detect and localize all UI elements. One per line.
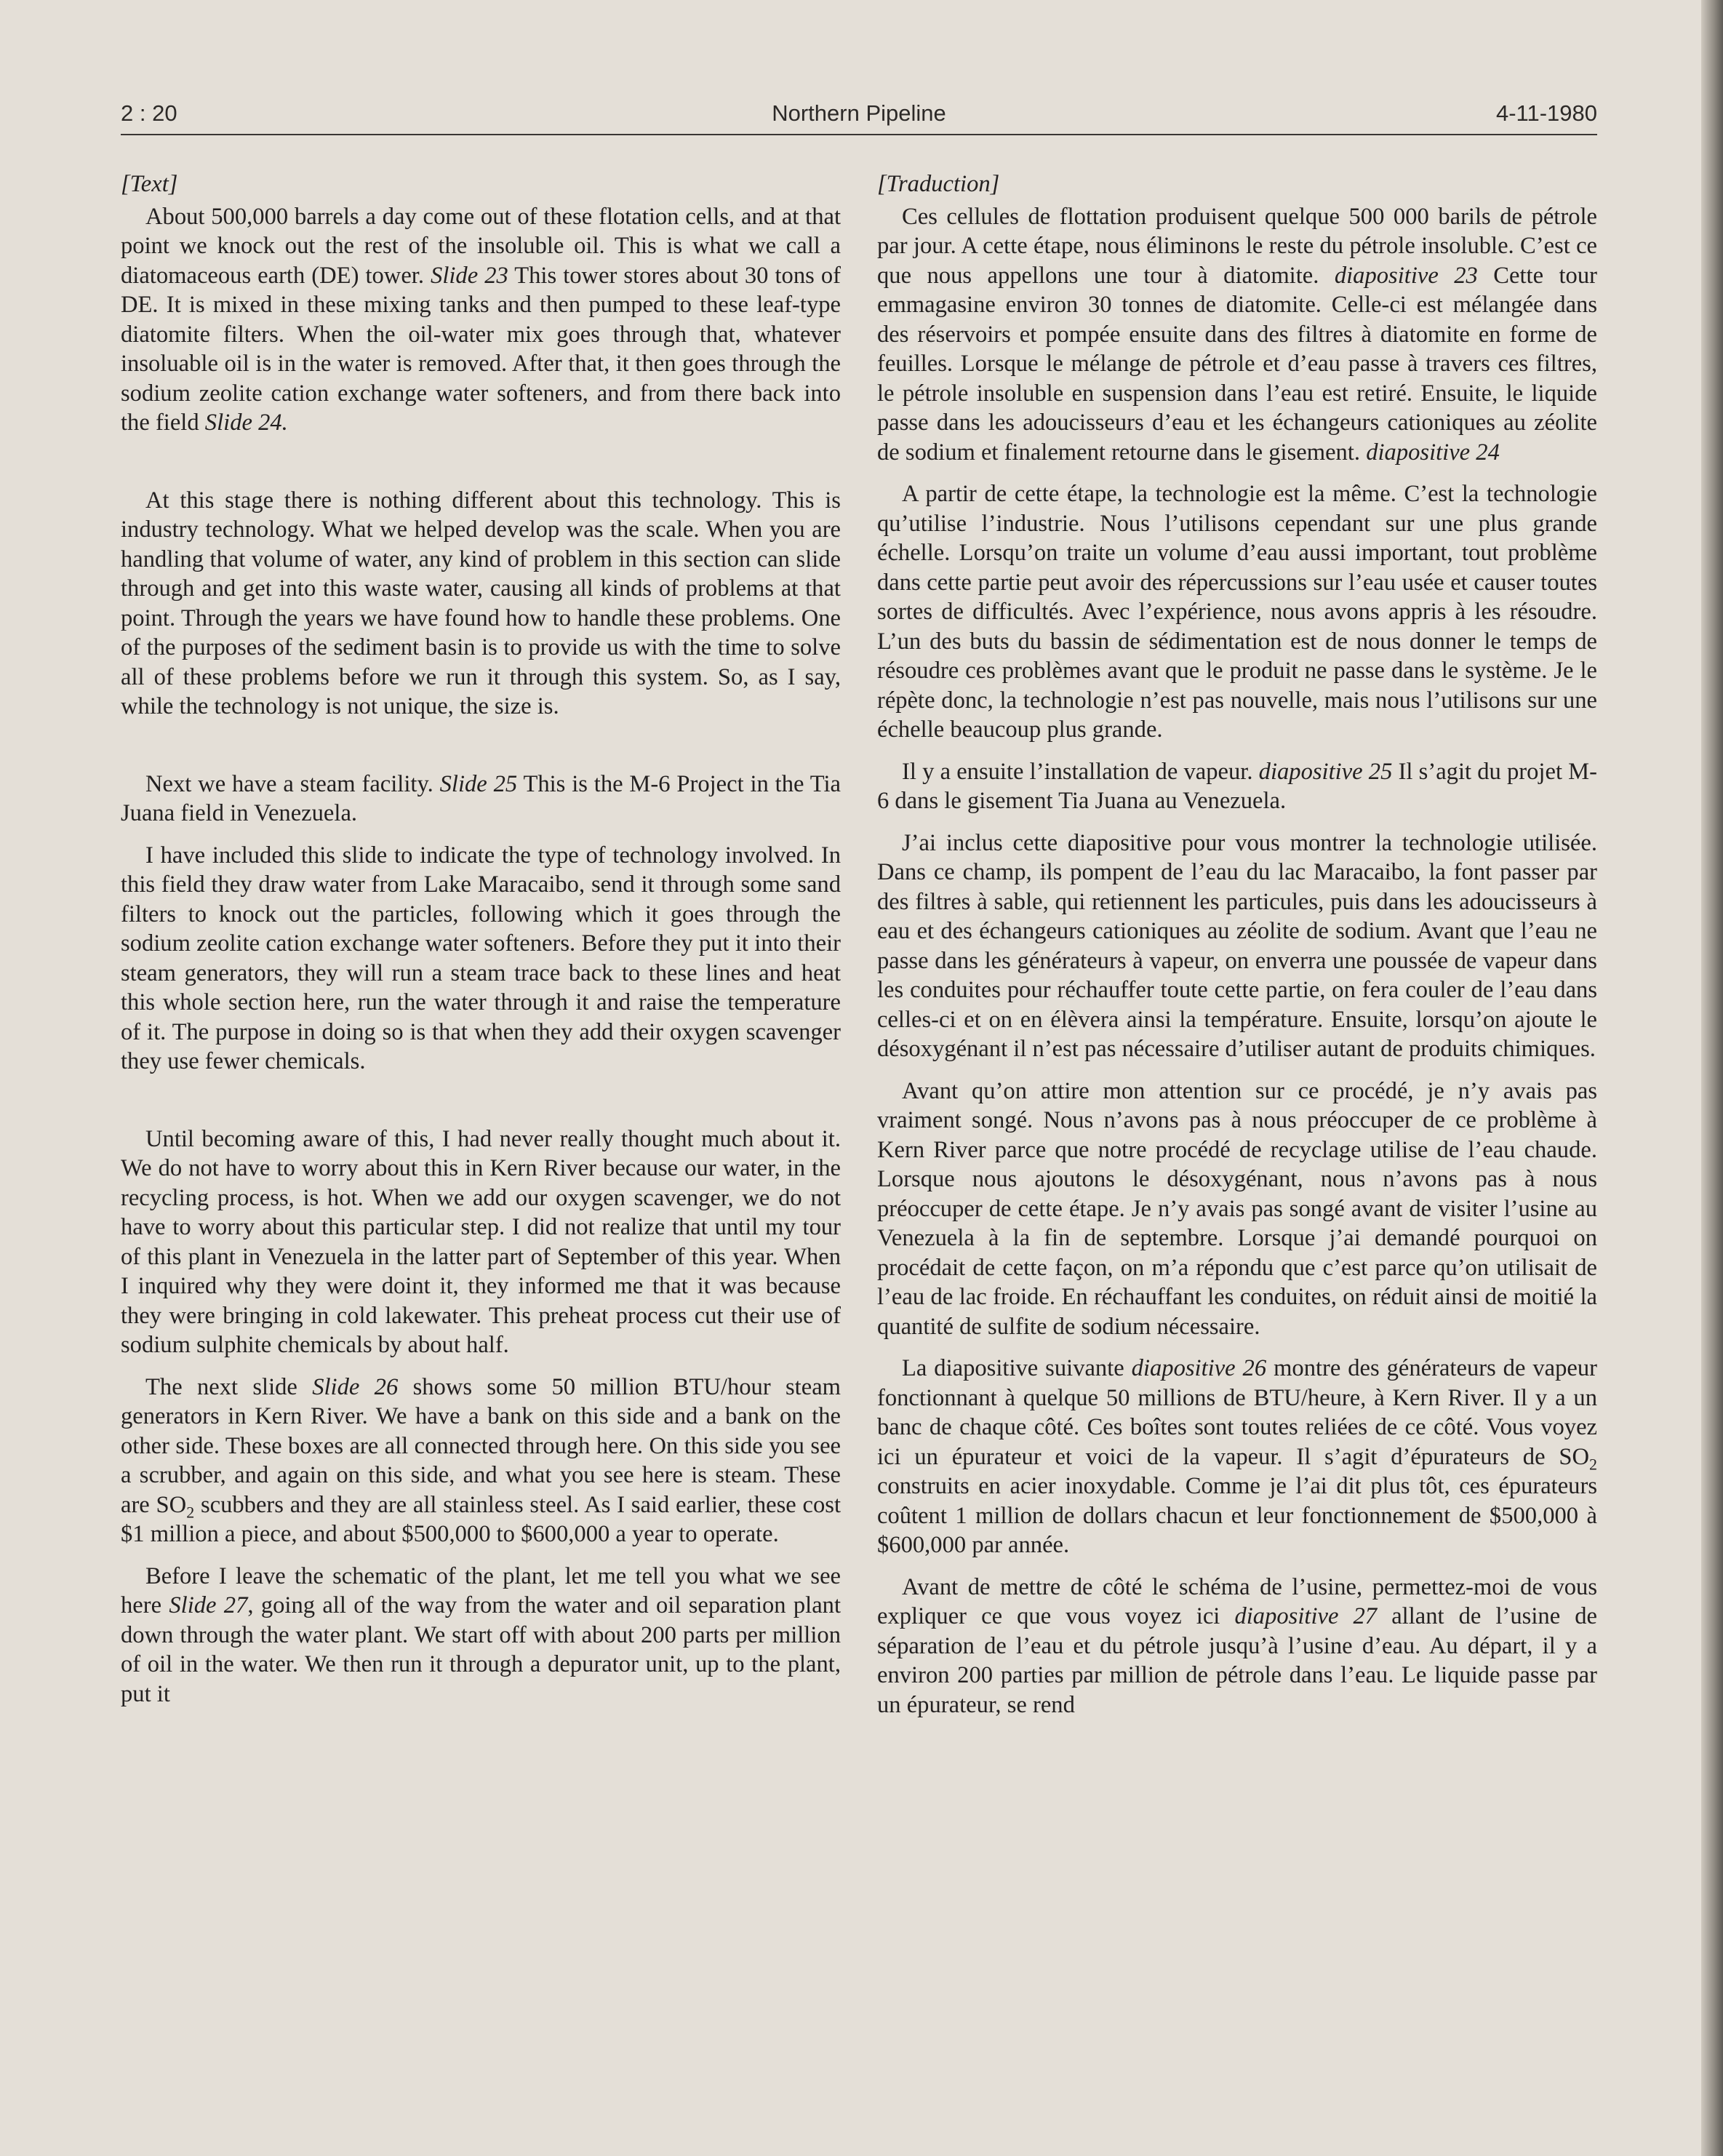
french-paragraph [877,829,1597,1064]
header-date: 4-11-1980 [1495,100,1597,126]
text-run: montre des générateurs de vapeur fonctionnant à quelque 50 millions de BTU/heure, à Kern River. Il y a un banc de chaque côté. Ces boîtes sont toutes reliées de ce côté. Vous voyez ici un épurateur et voici de la vapeur. Il s’agit d’épurateurs de SO [877,1355,1597,1470]
text-run: The next slide [145,1373,313,1400]
text-run: Until becoming aware of this, I had never really thought much about it. We do not have to worry about this in Kern River because our water, in the recycling process, is hot. When we add our oxygen scavenger, we do not have to worry about this particular step. I did not realize that until my tour of this plant in Venezuela in the latter part of September of this year. When I inquired why they were doint it, they informed me that it was because they were bringing in cold lakewater. This preheat process cut their use of sodium sulphite chemicals by about half. [121,1125,841,1358]
english-paragraph [121,841,841,1077]
slide-reference: Slide 23 [431,262,508,289]
text-run: J’ai inclus cette diapositive pour vous montrer la technologie utilisée. Dans ce champ, ils pompent de l’eau du lac Maracaibo, la font passer par des filtres à sable, qui retiennent les particules, puis dans les adoucisseurs à eau et des échangeurs cationiques au zéolite de sodium. Avant que l’eau ne passe dans les générateurs à vapeur, on enverra une poussée de vapeur dans les conduites pour réchauffer toute cette partie, on fera couler de l’eau dans celles-ci et on en élèvera ainsi la température. Ensuite, lorsqu’on ajoute le désoxygénant il n’est pas nécessaire d’utiliser autant de produits chimiques. [877,829,1597,1062]
text-run: allant de l’usine de séparation de l’eau et du pétrole jusqu’à l’usine d’eau. Au départ, il y a environ 200 parties par million de pétrole dans l’eau. Le liquide passe par un épurateur, se rend [877,1603,1598,1718]
text-run: La diapositive suivante [902,1355,1132,1381]
subscript: 2 [186,1503,195,1522]
slide-reference: Slide 25 [439,770,518,797]
page-binding-edge [1701,0,1723,2156]
slide-reference: diapositive 25 [1258,758,1393,785]
english-paragraph [121,202,841,438]
french-paragraph [877,757,1597,816]
french-paragraph [877,1354,1597,1560]
text-run: construits en acier inoxydable. Comme je l’ai dit plus tôt, ces épurateurs coûtent 1 million de dollars chacun et leur fonctionnement de $500,000 à $600,000 par année. [877,1473,1597,1558]
text-run: Cette tour emmagasine environ 30 tonnes de diatomite. Celle-ci est mélangée dans des réservoirs et pompée ensuite dans des filtres à diatomite en forme de feuilles. Lorsque le mélange de pétrole et d’eau passe à travers ces filtres, le pétrole insoluble en suspension dans l’eau est retiré. Ensuite, le liquide passe dans les adoucisseurs d’eau et les échangeurs cationiques au zéolite de sodium et finalement retourne dans le gisement. [877,262,1597,466]
english-paragraph [121,486,841,722]
slide-reference: Slide 24. [204,410,288,436]
slide-reference: diapositive 26 [1131,1355,1267,1381]
french-column [877,169,1597,1720]
page-number: 2 : 20 [121,100,177,126]
text-run: Il y a ensuite l’installation de vapeur. [902,758,1259,785]
subscript: 2 [1589,1455,1597,1474]
text-run: Ces cellules de flottation produisent quelque 500 000 barils de pétrole par jour. A cette étape, nous éliminons le reste du pétrole insoluble. C’est ce que nous appellons une tour à diatomite. [877,203,1597,289]
french-paragraph [877,1573,1597,1720]
running-header [121,93,1597,135]
text-run: Before I leave the schematic of the plant, let me tell you what we see here [121,1562,841,1618]
slide-reference: diapositive 27 [1234,1603,1378,1629]
text-run: This is the M-6 Project in the Tia Juana field in Venezuela. [121,770,841,826]
text-run: This tower stores about 30 tons of DE. It is mixed in these mixing tanks and then pumped to these leaf-type diatomite filters. When the oil-water mix goes through that, whatever insoluable oil is in the water is removed. After that, it then goes through the sodium zeolite cation exchange water softeners, and from there back into the field [121,262,841,436]
english-paragraph [121,770,841,829]
french-paragraph [877,1077,1597,1342]
slide-reference: diapositive 23 [1334,262,1478,289]
text-run: scubbers and they are all stainless steel. As I said earlier, these cost $1 million a piece, and about $500,000 to $600,000 a year to operate. [121,1491,841,1547]
slide-reference: diapositive 24 [1366,439,1500,466]
french-column-heading: [Traduction] [877,171,1000,197]
slide-reference: Slide 26 [312,1373,399,1400]
english-column [121,169,841,1709]
text-run: A partir de cette étape, la technologie est la même. C’est la technologie qu’utilise l’industrie. Nous l’utilisons cependant sur une plus grande échelle. Lorsqu’on traite un volume d’eau aussi important, tout problème dans cette partie peut avoir des répercussions sur l’eau usée et causer toutes sortes de difficultés. Avec l’expérience, nous avons appris à les résoudre. L’un des buts du bassin de sédimentation est de nous donner le temps de résoudre ces problèmes avant que le produit ne passe dans le système. Je le répète donc, la technologie n’est pas nouvelle, mais nous l’utilisons sur une échelle beaucoup plus grande. [877,481,1597,743]
english-paragraph [121,1562,841,1709]
text-run: Il s’agit du projet M-6 dans le gisement Tia Juana au Venezuela. [877,758,1597,814]
french-paragraph [877,479,1597,745]
text-run: , going all of the way from the water and oil separation plant down through the water plant. We start off with about 200 parts per million of oil in the water. We then run it through a depurator unit, up to the plant, put it [121,1592,841,1707]
slide-reference: Slide 27 [169,1592,248,1618]
text-run: About 500,000 barrels a day come out of these flotation cells, and at that point we knock out the rest of the insoluble oil. This is what we call a diatomaceous earth (DE) tower. [121,203,841,289]
text-run: Avant de mettre de côté le schéma de l’usine, permettez-moi de vous expliquer ce que vous voyez ici [877,1573,1597,1629]
publication-title: Northern Pipeline [772,100,946,126]
text-run: shows some 50 million BTU/hour steam generators in Kern River. We have a bank on this side and a bank on the other side. These boxes are all connected through here. On this side you see a scrubber, and again on this side, and what you see here is steam. These are SO [121,1373,841,1518]
english-column-heading: [Text] [121,171,178,197]
text-run: Next we have a steam facility. [145,770,440,797]
text-run: I have included this slide to indicate the type of technology involved. In this field they draw water from Lake Maracaibo, send it through some sand filters to knock out the particles, following which it goes through the sodium zeolite cation exchange water softeners. Before they put it into their steam generators, they will run a steam trace back to these lines and heat this whole section here, run the water through it and raise the temperature of it. The purpose in doing so is that when they add their oxygen scavenger they use fewer chemicals. [121,842,841,1074]
english-paragraph [121,1373,841,1549]
english-paragraph [121,1125,841,1360]
text-run: At this stage there is nothing different about this technology. This is industry technology. What we helped develop was the scale. When you are handling that volume of water, any kind of problem in this section can slide through and get into this waste water, causing all kinds of problems at that point. Through the years we have found how to handle these problems. One of the purposes of the sediment basin is to provide us with the time to solve all of these problems before we run it through this system. So, as I say, while the technology is not unique, the size is. [121,487,841,719]
french-paragraph [877,202,1597,468]
text-run: Avant qu’on attire mon attention sur ce procédé, je n’y avais pas vraiment songé. Nous n’avons pas à nous préoccuper de ce problème à Kern River parce que notre procédé de recyclage utilise de l’eau chaude. Lorsque nous ajoutons le désoxygénant, nous n’avons pas à nous préoccuper de cette étape. Je n’y avais pas songé avant de visiter l’usine au Venezuela à la fin de septembre. Lorsque j’ai demandé pourquoi on procédait de cette façon, on m’a répondu que c’est parce qu’on utilisait de l’eau de lac froide. En réchauffant les conduites, on réduit ainsi de moitié la quantité de sulfite de sodium nécessaire. [877,1077,1597,1340]
